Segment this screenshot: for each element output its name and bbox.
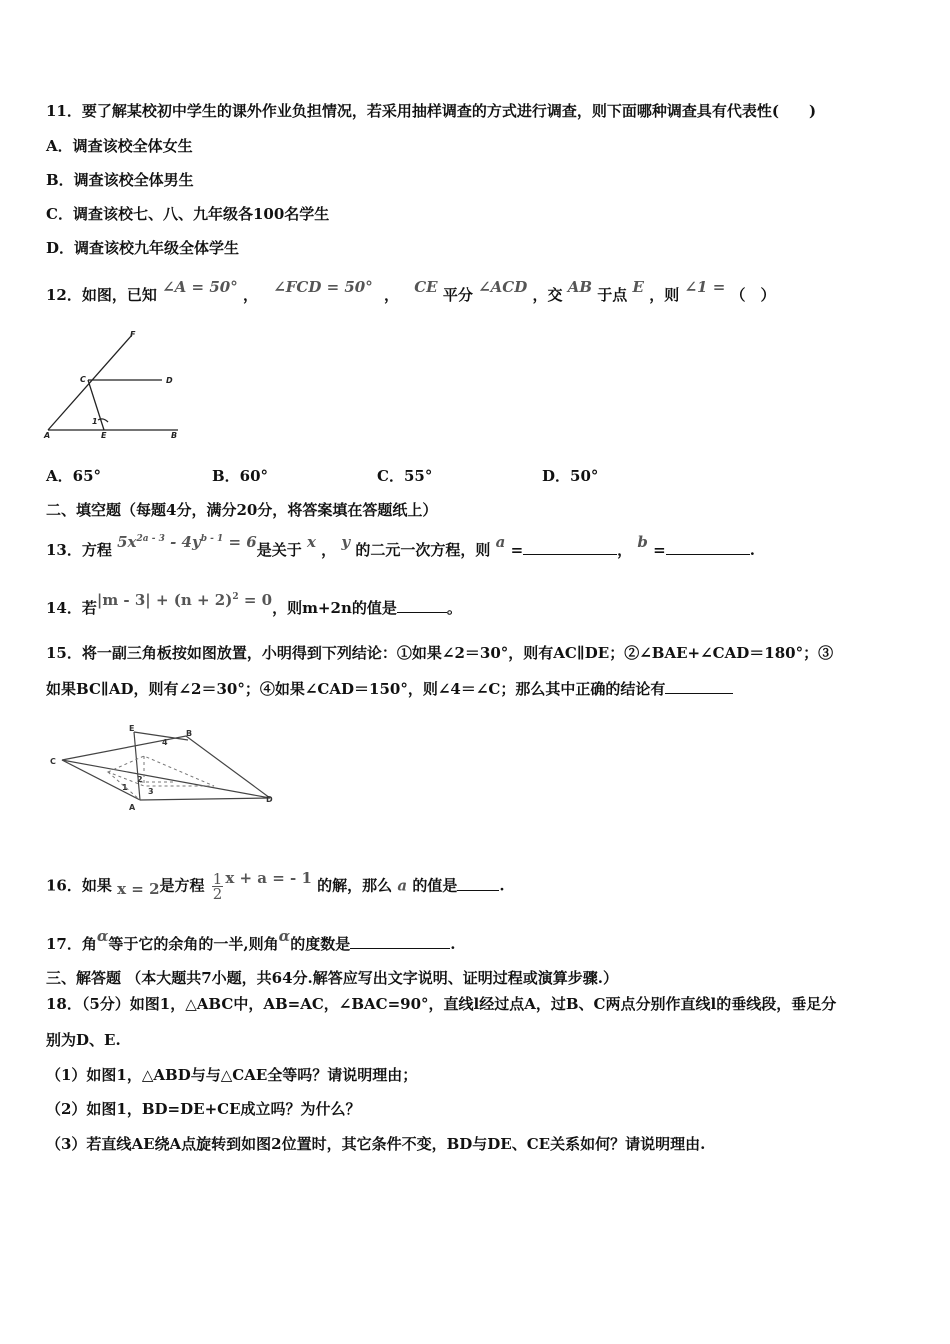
- q15-line-2: [46, 678, 733, 700]
- q18-line-2: 别为D、E.: [46, 1031, 121, 1049]
- label-4: 4: [162, 738, 168, 747]
- q17-text: 的度数是: [290, 935, 351, 953]
- label-c: C: [80, 375, 86, 384]
- q12-angle-fcd: ∠FCD = 50°: [273, 278, 373, 296]
- q12-line-ce: CE: [414, 278, 438, 296]
- q12-point-e: E: [632, 278, 644, 296]
- q16-blank[interactable]: [457, 876, 499, 891]
- label-3: 3: [148, 787, 154, 796]
- q14-text: ，则m+2n的值是: [272, 599, 397, 617]
- q13-text: =: [510, 541, 524, 559]
- q16-text: 是方程: [159, 876, 205, 895]
- q12-text: （ ）: [730, 286, 776, 304]
- q14-text: 。: [446, 599, 462, 617]
- label-e: E: [101, 431, 107, 440]
- section-3-heading: 三、解答题 （本大题共7小题，共64分.解答应写出文字说明、证明过程或演算步骤.）: [46, 969, 618, 987]
- label-c: C: [50, 757, 56, 766]
- eq-part: = 6: [223, 533, 257, 551]
- label-b: B: [186, 729, 193, 738]
- q14-equation: [97, 591, 272, 609]
- q18-line-1: 18．（5分）如图1，△ABC中，AB=AC，∠BAC=90°，直线l经过点A，过B、C两点分别作直线l的垂线段，垂足分: [46, 995, 837, 1013]
- q11-option-a: A．调查该校全体女生: [46, 137, 193, 155]
- label-d: D: [166, 376, 173, 385]
- q17-alpha: α: [278, 927, 291, 945]
- label-a: A: [129, 803, 136, 812]
- q12-text: 12．如图，已知: [46, 286, 157, 304]
- q16-equation: x + a = - 1: [225, 868, 312, 887]
- q13-blank-b[interactable]: [666, 540, 750, 555]
- q16-stem: [46, 868, 505, 903]
- q14-text: 14．若: [46, 599, 97, 617]
- q13-blank-a[interactable]: [523, 540, 617, 555]
- q12-text: ，: [242, 286, 258, 304]
- q12-angle-1: ∠1 =: [684, 278, 726, 296]
- angle-1-arc: [98, 419, 108, 422]
- q11-stem: 11．要了解某校初中学生的课外作业负担情况，若采用抽样调查的方式进行调查，则下面哪种调查具有代表性( ): [46, 102, 817, 120]
- q18-sub-2: （2）如图1，BD=DE+CE成立吗？为什么？: [46, 1100, 361, 1118]
- q13-equation: [117, 533, 257, 551]
- q13-var-y: y: [341, 533, 351, 551]
- q12-angle-a: ∠A = 50°: [162, 278, 238, 296]
- q13-text: ，: [321, 541, 337, 559]
- q17-text: 17．角: [46, 935, 97, 953]
- eq-part: |m - 3| + (n + 2): [96, 591, 233, 609]
- q12-stem: [46, 278, 776, 306]
- eq-exponent: b - 1: [200, 534, 224, 544]
- label-b: B: [171, 431, 178, 440]
- q12-option-b: B．60°: [212, 467, 269, 485]
- line-ca: [62, 760, 140, 800]
- q15-blank[interactable]: [665, 679, 733, 694]
- label-d: D: [266, 795, 273, 804]
- eq-exponent: 2a - 3: [136, 534, 165, 544]
- q11-option-d: D．调查该校九年级全体学生: [46, 239, 240, 257]
- label-f: F: [130, 330, 136, 339]
- label-2: 2: [137, 775, 143, 784]
- q16-fraction: [212, 872, 224, 901]
- q12-option-a: A．65°: [46, 467, 102, 485]
- q16-text: 的解，那么: [317, 876, 393, 895]
- q13-text: ，: [617, 541, 633, 559]
- q16-text: 的值是: [412, 876, 458, 895]
- label-a: A: [44, 431, 51, 440]
- line-af: [48, 335, 132, 430]
- q16-text: 16．如果: [46, 876, 112, 895]
- fraction-denominator: 2: [212, 885, 223, 903]
- line-ad: [140, 798, 270, 800]
- q17-stem: [46, 927, 456, 955]
- q12-option-c: C．55°: [377, 467, 433, 485]
- line-ea: [134, 732, 140, 800]
- q12-text: ，则: [649, 286, 680, 304]
- q12-angle-acd: ∠ACD: [478, 278, 528, 296]
- q14-blank[interactable]: [397, 598, 447, 613]
- q12-figure: [40, 325, 190, 445]
- q13-text: 的二元一次方程，则: [355, 541, 491, 559]
- q12-line-ab: AB: [567, 278, 593, 296]
- eq-part: - 4y: [164, 533, 201, 551]
- eq-exponent: 2: [232, 592, 239, 602]
- q16-var-a: a: [397, 876, 408, 895]
- label-1: 1: [122, 783, 128, 792]
- section-2-heading: 二、填空题（每题4分，满分20分，将答案填在答题纸上）: [46, 501, 438, 519]
- q13-text: 13．方程: [46, 541, 112, 559]
- q11-option-b: B．调查该校全体男生: [46, 171, 194, 189]
- q13-text: .: [749, 541, 755, 559]
- q17-text: 等于它的余角的一半,则角: [108, 935, 279, 953]
- q15-line-1: 15．将一副三角板按如图放置，小明得到下列结论：①如果∠2＝30°，则有AC∥DE；②∠BAE+∠CAD＝180°；③: [46, 644, 834, 662]
- q12-text: ，交: [532, 286, 563, 304]
- q16-x-value: x = 2: [117, 879, 160, 898]
- q12-option-d: D．50°: [542, 467, 599, 485]
- q13-stem: [46, 533, 755, 561]
- fraction-numerator: 1: [212, 870, 223, 888]
- q12-text: ，: [383, 286, 399, 304]
- q15-figure: [44, 722, 278, 814]
- q17-blank[interactable]: [350, 934, 450, 949]
- q17-alpha: α: [96, 927, 109, 945]
- q11-option-c: C．调查该校七、八、九年级各100名学生: [46, 205, 330, 223]
- eq-part: 5x: [117, 533, 137, 551]
- q18-sub-1: （1）如图1，△ABD与与△CAE全等吗？请说明理由；: [46, 1066, 418, 1084]
- q12-text: 平分: [442, 286, 473, 304]
- q15-text: 如果BC∥AD，则有∠2＝30°；④如果∠CAD＝150°，则∠4＝∠C；那么其中正确的结论有: [46, 680, 666, 698]
- line-eb: [134, 732, 188, 740]
- q13-text: 是关于: [256, 541, 302, 559]
- q13-text: =: [653, 541, 666, 559]
- q14-stem: [46, 591, 462, 619]
- q16-text: .: [499, 876, 505, 895]
- label-e: E: [129, 724, 135, 733]
- label-1: 1: [92, 417, 98, 426]
- q12-text: 于点: [597, 286, 628, 304]
- q13-var-x: x: [306, 533, 316, 551]
- q13-var-a: a: [495, 533, 506, 551]
- q17-text: .: [450, 935, 456, 953]
- eq-part: = 0: [238, 591, 273, 609]
- q18-sub-3: （3）若直线AE绕A点旋转到如图2位置时，其它条件不变，BD与DE、CE关系如何？请说明理由.: [46, 1135, 706, 1153]
- q13-var-b: b: [637, 533, 648, 551]
